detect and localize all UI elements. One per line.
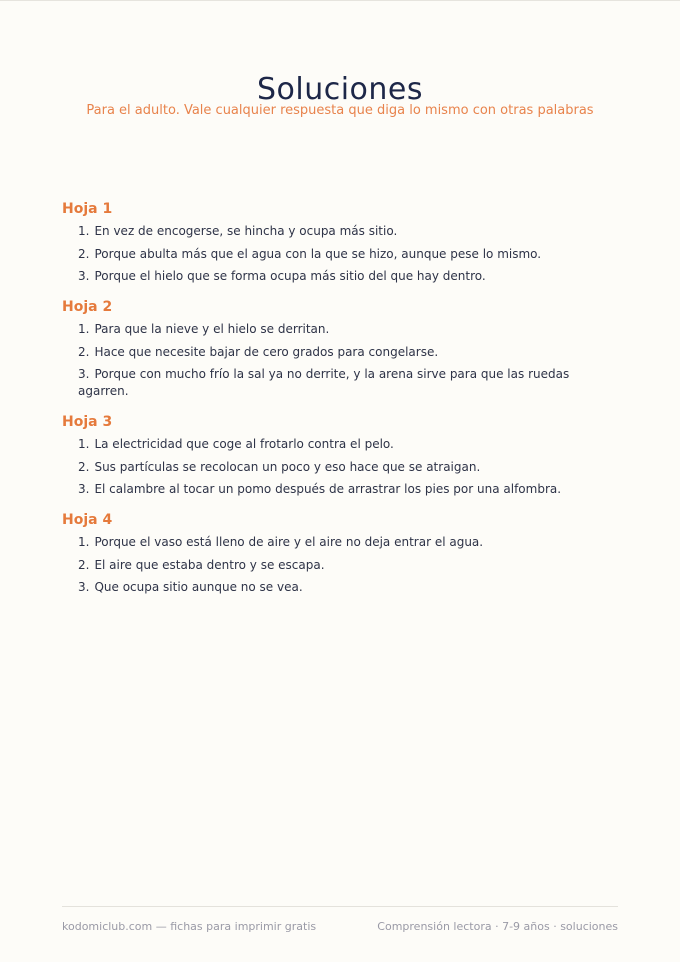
list-item	[78, 459, 622, 476]
section-heading: Hoja 3	[62, 414, 113, 430]
answer-number: 2.	[78, 344, 90, 359]
list-item	[78, 321, 622, 338]
list-item	[78, 223, 622, 240]
answer-number: 3.	[78, 367, 90, 381]
answer-list	[62, 436, 622, 498]
section-hoja-4	[62, 511, 622, 596]
answer-list	[62, 321, 622, 400]
answer-number: 2.	[78, 557, 90, 572]
answer-list	[62, 223, 622, 285]
answer-text: El calambre al tocar un pomo después de arrastrar los pies por una alfombra.	[94, 482, 562, 496]
answer-text: Porque el hielo que se forma ocupa más sitio del que hay dentro.	[94, 269, 486, 283]
section-heading: Hoja 2	[62, 299, 113, 315]
page-title: Soluciones	[256, 72, 424, 108]
answer-text: Porque abulta más que el agua con la que se hizo, aunque pese lo mismo.	[94, 246, 542, 261]
section-heading: Hoja 1	[62, 201, 113, 217]
answer-number: 2.	[78, 246, 90, 261]
answer-text: La electricidad que coge al frotarlo contra el pelo.	[94, 437, 394, 451]
list-item	[78, 344, 622, 361]
answer-number: 3.	[78, 482, 90, 496]
answer-number: 1.	[78, 535, 90, 549]
answer-number: 3.	[78, 580, 90, 594]
section-hoja-1	[62, 200, 622, 285]
footer-category-text: Comprensión lectora · 7-9 años · soluciones	[377, 920, 618, 933]
list-item	[78, 246, 622, 263]
footer-site-text: kodomiclub.com — fichas para imprimir gratis	[62, 920, 317, 933]
section-heading: Hoja 4	[62, 512, 113, 528]
answer-text: Que ocupa sitio aunque no se vea.	[94, 580, 303, 594]
answer-text: En vez de encogerse, se hincha y ocupa más sitio.	[94, 224, 398, 238]
answer-text: El aire que estaba dentro y se escapa.	[94, 557, 325, 572]
answer-number: 1.	[78, 437, 90, 451]
footer-divider	[62, 906, 618, 907]
solutions-content	[62, 200, 622, 609]
answer-text: Para que la nieve y el hielo se derritan.	[94, 322, 330, 336]
list-item	[78, 579, 622, 596]
list-item	[78, 557, 622, 574]
section-hoja-2	[62, 298, 622, 400]
answer-number: 3.	[78, 269, 90, 283]
answer-text: Porque con mucho frío la sal ya no derrite, y la arena sirve para que las ruedas agarren.	[78, 367, 570, 398]
section-hoja-3	[62, 413, 622, 498]
answer-number: 2.	[78, 459, 90, 474]
list-item	[78, 366, 622, 400]
answer-list	[62, 534, 622, 596]
page-subtitle: Para el adulto. Vale cualquier respuesta que diga lo mismo con otras palabras	[86, 103, 594, 118]
answer-text: Hace que necesite bajar de cero grados para congelarse.	[94, 344, 439, 359]
answer-text: Sus partículas se recolocan un poco y eso hace que se atraigan.	[94, 459, 481, 474]
list-item	[78, 481, 622, 498]
list-item	[78, 268, 622, 285]
answer-text: Porque el vaso está lleno de aire y el aire no deja entrar el agua.	[94, 535, 484, 549]
list-item	[78, 534, 622, 551]
list-item	[78, 436, 622, 453]
answer-number: 1.	[78, 224, 90, 238]
answer-number: 1.	[78, 322, 90, 336]
